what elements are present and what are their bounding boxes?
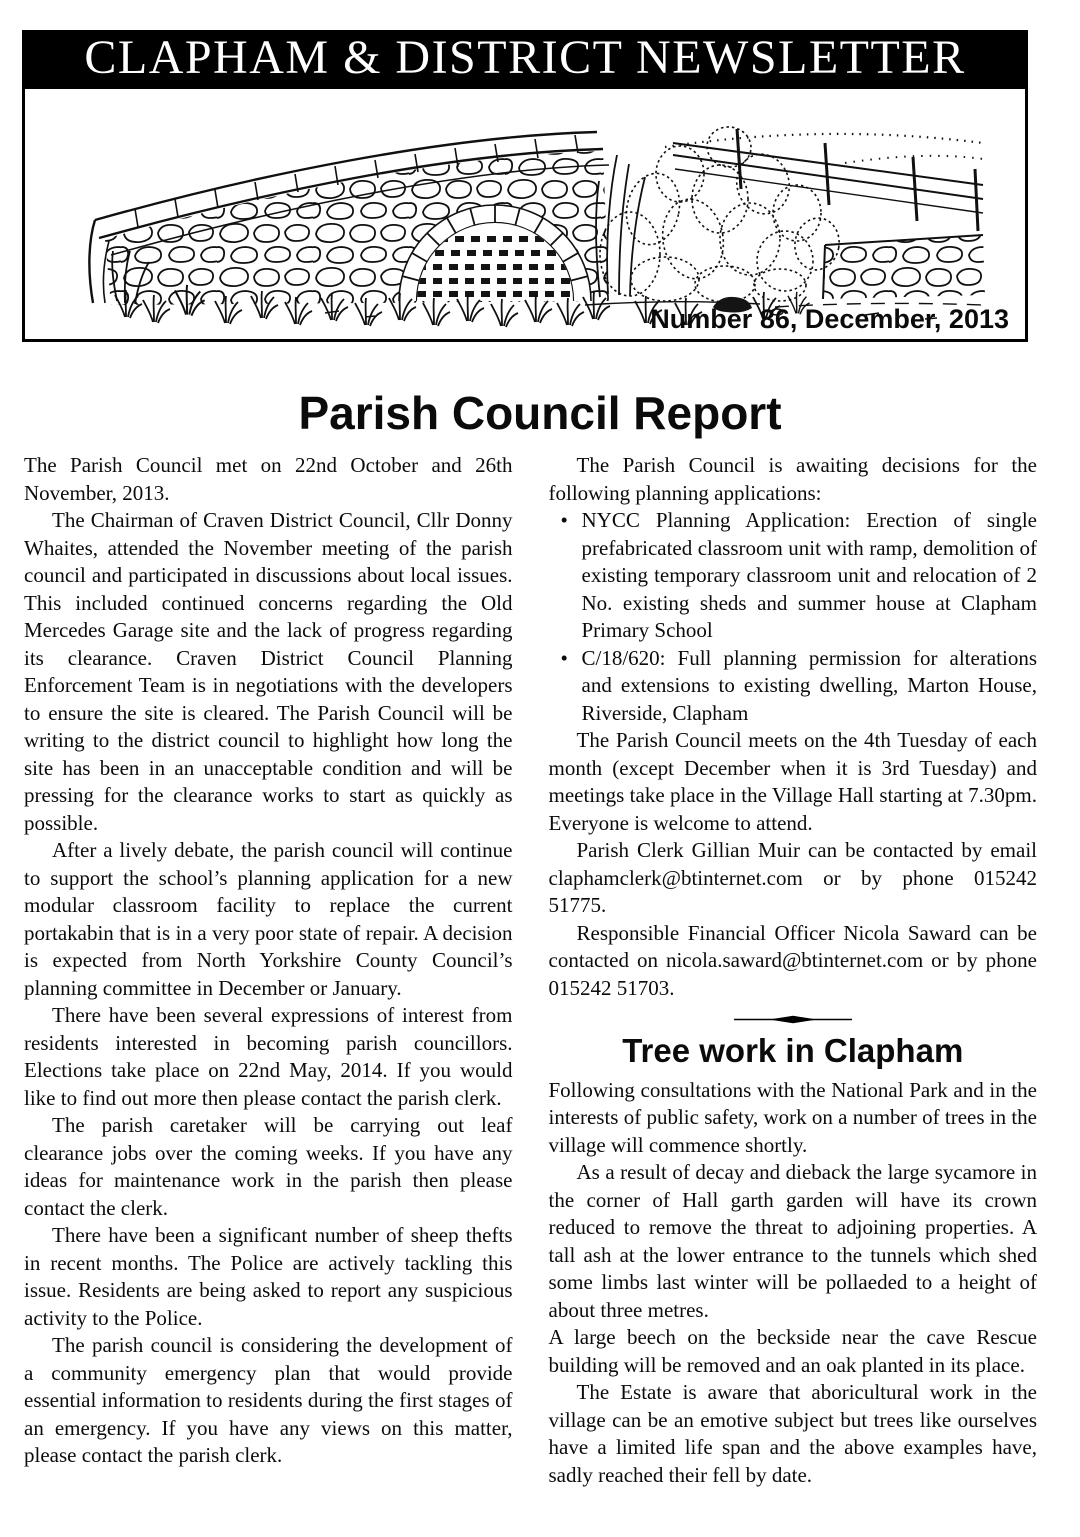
paragraph: Responsible Financial Officer Nicola Saward can be contacted on nicola.saward@btinternet.com or by phone 015242 51703. [548,920,1037,1000]
section-divider [549,1014,1038,1025]
paragraph: The Chairman of Craven District Council, Cllr Donny Whaites, attended the November meeting of the parish council and participated in discussions about local issues. This included continued concerns regarding the Old Mercedes Garage site and the lack of progress regarding its clearance. Craven District Council Planning Enforcement Team is in negotiations with the developers to ensure the site is cleared. The Parish Council will be writing to the district council to highlight how long the site has been in an unacceptable condition and will be pressing for the clearance works to start as quickly as possible. [24,508,513,835]
paragraph: There have been a significant number of sheep thefts in recent months. The Police are actively tackling this issue. Residents are being asked to report any suspicious activity to the Police. [24,1223,513,1330]
article-title: Parish Council Report [298,387,782,439]
section-title: Tree work in Clapham [622,1032,964,1069]
paragraph: Following consultations with the National Park and in the interests of public safety, work on a number of trees in the village will commence shortly. [548,1077,1037,1157]
newsletter-title: CLAPHAM & DISTRICT NEWSLETTER [84,31,966,84]
left-column [24,452,513,1489]
diamond-rule-icon [733,1014,853,1025]
paragraph: The Parish Council meets on the 4th Tuesday of each month (except December when it is 3rd Tuesday) and meetings take place in the Village Hall starting at 7.30pm. Everyone is welcome to attend. [548,728,1037,835]
paragraph: The Estate is aware that aboricultural work in the village can be an emotive subject but trees like ourselves have a limited life span and the above examples have, sadly reached their fell by date. [548,1380,1037,1487]
paragraph: The parish caretaker will be carrying out leaf clearance jobs over the coming weeks. If you have any ideas for maintenance work in the parish then please contact the clerk. [24,1113,513,1220]
paragraph: The parish council is considering the development of a community emergency plan that would provide essential information to residents during the first stages of an emergency. If you have any views on this matter, please contact the parish clerk. [24,1333,513,1467]
article-body [0,452,1080,1489]
issue-number: Number 86, December, 2013 [650,304,1009,334]
paragraph: As a result of decay and dieback the large sycamore in the corner of Hall garth garden will have its crown reduced to remove the threat to adjoining properties. A tall ash at the lower entrance to the tunnels which shed some limbs last winter will be pollaeded to a height of about three metres. [548,1160,1037,1322]
masthead-illustration-box [22,86,1028,342]
list-item: • NYCC Planning Application: Erection of single prefabricated classroom unit with ramp, demolition of existing temporary classroom unit and relocation of 2 No. existing sheds and summer house at Clapham Primary School [549,507,1038,645]
paragraph: The Parish Council is awaiting decisions for the following planning applications: [548,453,1037,505]
stone-bridge-illustration [25,89,1025,339]
paragraph: Parish Clerk Gillian Muir can be contacted by email claphamclerk@btinternet.com or by phone 015242 51775. [548,838,1037,917]
planning-applications-list [549,507,1038,727]
masthead-title-bar [22,30,1028,86]
paragraph: After a lively debate, the parish council will continue to support the school’s planning application for a new modular classroom facility to replace the current portakabin that is in a very poor state of repair. A decision is expected from North Yorkshire County Council’s planning committee in December or January. [24,838,513,1000]
paragraph: A large beech on the beckside near the cave Rescue building will be removed and an oak planted in its place. [548,1325,1037,1377]
list-item: • C/18/620: Full planning permission for alterations and extensions to existing dwelling, Marton House, Riverside, Clapham [549,645,1038,728]
masthead [22,30,1028,342]
paragraph: The Parish Council met on 22nd October and 26th November, 2013. [24,453,513,505]
right-column [549,452,1038,1489]
paragraph: There have been several expressions of interest from residents interested in becoming parish councillors. Elections take place on 22nd May, 2014. If you would like to find out more then please contact the parish clerk. [24,1003,513,1110]
